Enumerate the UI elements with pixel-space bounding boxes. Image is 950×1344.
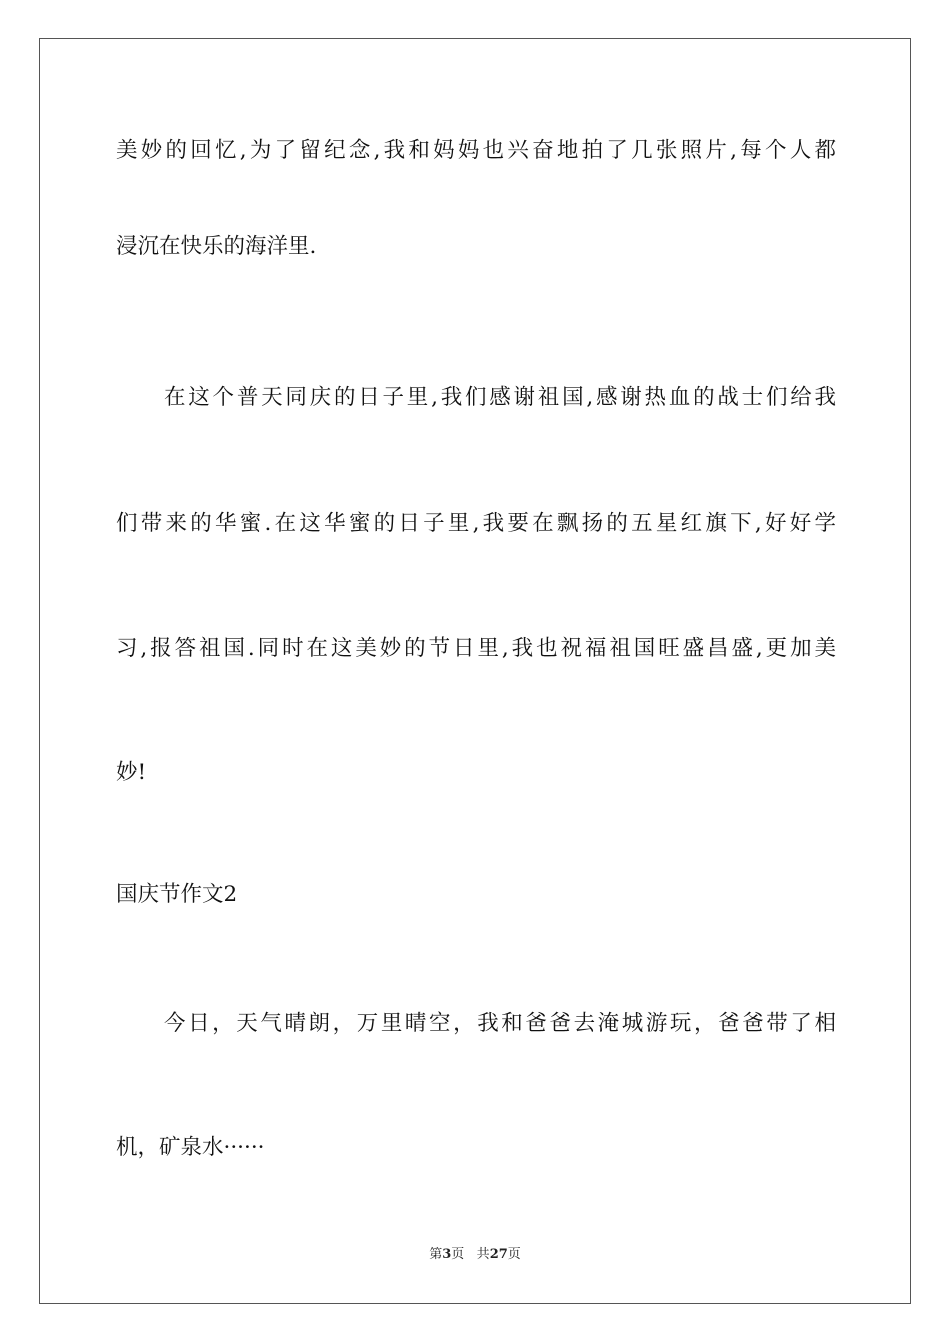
paragraph-line-7: 今日，天气晴朗，万里晴空，我和爸爸去淹城游玩，爸爸带了相: [164, 1011, 836, 1036]
paragraph-line-4: 们带来的华蜜.在这华蜜的日子里,我要在飘扬的五星红旗下,好好学: [116, 511, 836, 536]
footer-total-pages: 27: [489, 1247, 508, 1262]
footer-current-page: 3: [442, 1247, 452, 1262]
footer-total-prefix: 共: [476, 1247, 490, 1262]
paragraph-line-3: 在这个普天同庆的日子里,我们感谢祖国,感谢热血的战士们给我: [164, 385, 836, 410]
section-heading: 国庆节作文2: [116, 882, 238, 907]
footer-prefix: 第: [429, 1247, 443, 1262]
paragraph-line-8: 机，矿泉水······: [116, 1135, 265, 1160]
paragraph-line-6: 妙!: [116, 760, 147, 785]
page-footer: [0, 1246, 950, 1264]
page-border: [39, 38, 911, 1304]
paragraph-line-1: 美妙的回忆,为了留纪念,我和妈妈也兴奋地拍了几张照片,每个人都: [116, 138, 836, 163]
footer-total-suffix: 页: [507, 1247, 521, 1262]
paragraph-line-5: 习,报答祖国.同时在这美妙的节日里,我也祝福祖国旺盛昌盛,更加美: [116, 636, 836, 661]
paragraph-line-2: 浸沉在快乐的海洋里.: [116, 234, 317, 259]
footer-page-word: 页: [451, 1247, 465, 1262]
